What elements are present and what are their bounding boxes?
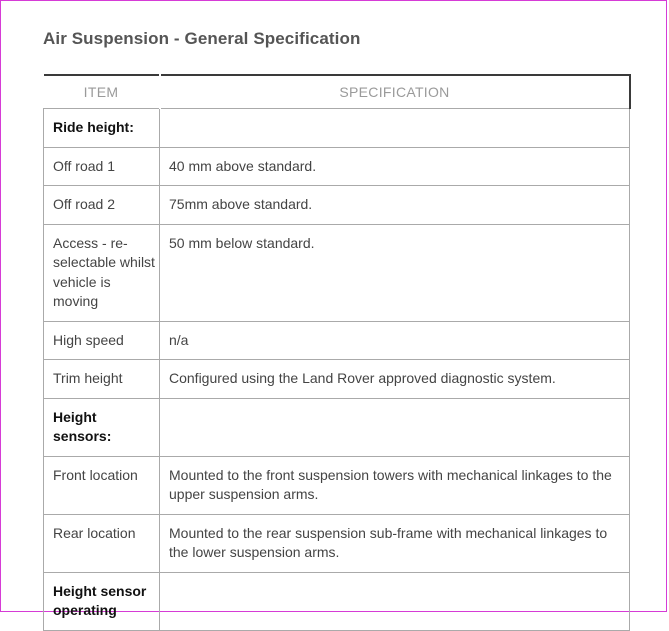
table-row	[44, 572, 630, 630]
table-row	[44, 456, 630, 514]
specification-table	[43, 74, 631, 631]
item-cell: Off road 2	[44, 186, 160, 225]
table-header-row	[44, 75, 630, 109]
specification-cell: Mounted to the front suspension towers with mechanical linkages to the upper suspension arms.	[160, 456, 630, 514]
item-cell: Ride height:	[44, 109, 160, 148]
table-row	[44, 224, 630, 321]
item-cell: Height sensors:	[44, 398, 160, 456]
item-cell: High speed	[44, 321, 160, 360]
table-body	[44, 109, 630, 631]
table-row	[44, 514, 630, 572]
specification-cell	[160, 109, 630, 148]
specification-cell: Mounted to the rear suspension sub-frame with mechanical linkages to the lower suspension arms.	[160, 514, 630, 572]
specification-cell: 50 mm below standard.	[160, 224, 630, 321]
specification-cell: 40 mm above standard.	[160, 147, 630, 186]
item-cell: Height sensor operating	[44, 572, 160, 630]
column-header-specification: SPECIFICATION	[160, 75, 630, 109]
document-title: Air Suspension - General Specification	[43, 29, 361, 48]
table-row	[44, 321, 630, 360]
specification-cell: n/a	[160, 321, 630, 360]
item-cell: Off road 1	[44, 147, 160, 186]
item-cell: Rear location	[44, 514, 160, 572]
specification-cell: 75mm above standard.	[160, 186, 630, 225]
column-header-item: ITEM	[44, 75, 160, 109]
item-cell: Access - re-selectable whilst vehicle is moving	[44, 224, 160, 321]
specification-cell: Configured using the Land Rover approved diagnostic system.	[160, 360, 630, 399]
specification-cell	[160, 398, 630, 456]
item-cell: Front location	[44, 456, 160, 514]
table-row	[44, 147, 630, 186]
table-row	[44, 109, 630, 148]
table-row	[44, 360, 630, 399]
specification-cell	[160, 572, 630, 630]
table-row	[44, 186, 630, 225]
table-row	[44, 398, 630, 456]
item-cell: Trim height	[44, 360, 160, 399]
